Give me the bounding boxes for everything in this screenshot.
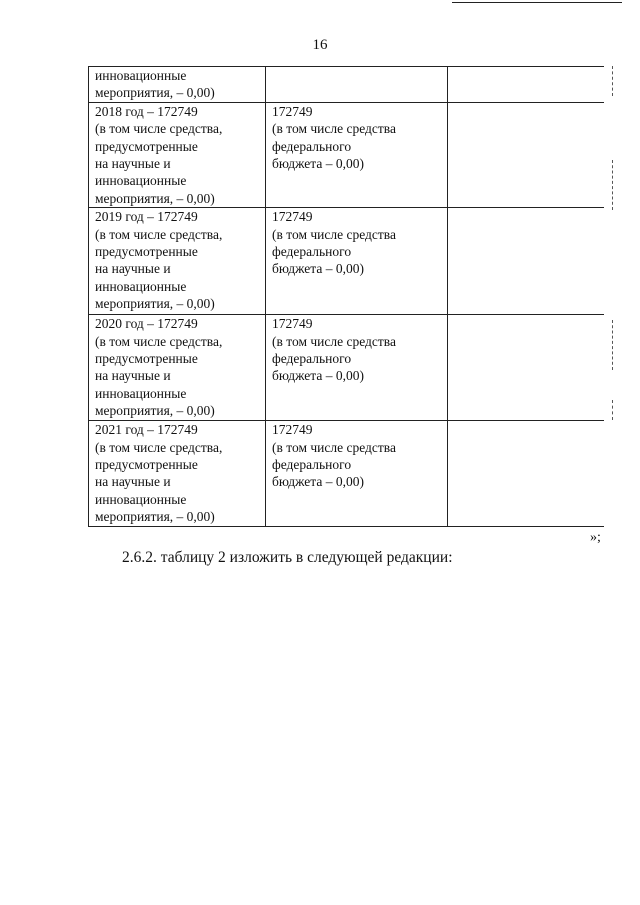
table-cell-federal bbox=[266, 67, 448, 103]
table-cell-federal: 172749 (в том числе средства федерального бюджета – 0,00) bbox=[266, 102, 448, 207]
amendment-paragraph: 2.6.2. таблицу 2 изложить в следующей редакции: bbox=[122, 549, 453, 566]
table-edge-fragment bbox=[612, 400, 613, 420]
table-cell-period: инновационные мероприятия, – 0,00) bbox=[89, 67, 266, 103]
funding-table bbox=[88, 66, 604, 527]
table-cell-extra bbox=[448, 315, 605, 421]
table-cell-period: 2021 год – 172749 (в том числе средства, предусмотренные на научные и инновационные мероприятия, – 0,00) bbox=[89, 421, 266, 526]
table-row bbox=[89, 421, 605, 526]
table-cell-extra bbox=[448, 421, 605, 526]
table-edge-fragment bbox=[612, 320, 613, 370]
table-cell-period: 2020 год – 172749 (в том числе средства, предусмотренные на научные и инновационные мероприятия, – 0,00) bbox=[89, 315, 266, 421]
table-row bbox=[89, 208, 605, 315]
table-cell-extra bbox=[448, 102, 605, 207]
table-cell-federal: 172749 (в том числе средства федерального бюджета – 0,00) bbox=[266, 315, 448, 421]
table-cell-extra bbox=[448, 208, 605, 315]
table-cell-period: 2018 год – 172749 (в том числе средства, предусмотренные на научные и инновационные мероприятия, – 0,00) bbox=[89, 102, 266, 207]
header-rule bbox=[452, 2, 622, 3]
table-row bbox=[89, 315, 605, 421]
table-cell-period: 2019 год – 172749 (в том числе средства, предусмотренные на научные и инновационные мероприятия, – 0,00) bbox=[89, 208, 266, 315]
table-cell-federal: 172749 (в том числе средства федерального бюджета – 0,00) bbox=[266, 421, 448, 526]
table-edge-fragment bbox=[612, 66, 613, 96]
table-cell-extra bbox=[448, 67, 605, 103]
page-number: 16 bbox=[312, 37, 328, 53]
closing-quote: »; bbox=[590, 530, 601, 545]
table-row bbox=[89, 67, 605, 103]
table-row bbox=[89, 102, 605, 207]
table-cell-federal: 172749 (в том числе средства федерального бюджета – 0,00) bbox=[266, 208, 448, 315]
table-edge-fragment bbox=[612, 160, 613, 210]
